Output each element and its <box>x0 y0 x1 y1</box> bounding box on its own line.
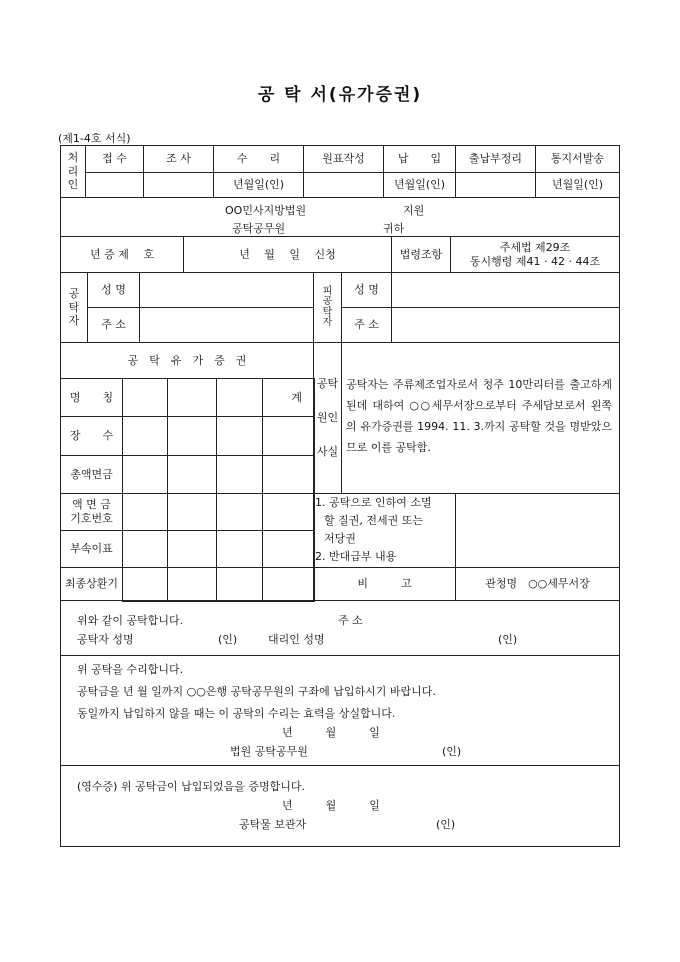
remarks-label: 비 고 <box>313 567 456 601</box>
securities-title: 공 탁 유 가 증 권 <box>60 342 314 379</box>
extinction-list <box>315 494 432 566</box>
extinction-line: 1. 공탁으로 인하여 소멸 <box>315 496 432 509</box>
request-date[interactable]: 년 월 일 신청 <box>183 236 392 273</box>
acceptance-line: 공탁금을 년 월 일까지 ○○은행 공탁공무원의 구좌에 납입하시기 바랍니다. <box>77 685 436 698</box>
cell-accept-date[interactable]: 년월일(인) <box>213 172 304 198</box>
signature-statement: 위와 같이 공탁합니다. <box>77 614 184 627</box>
court-honorific: 귀하 <box>383 222 405 235</box>
row-label-coupon: 부속이표 <box>60 530 123 568</box>
law-line: 동시행령 제41 · 42 · 44조 <box>469 254 601 268</box>
extinction-line: 2. 반대급부 내용 <box>315 550 397 563</box>
court-officer: 공탁공무원 <box>232 222 286 235</box>
label-char: 공 <box>322 296 333 307</box>
securities-cell[interactable] <box>122 455 168 494</box>
extinction-field[interactable] <box>455 493 620 568</box>
header-accept: 수 리 <box>213 145 304 173</box>
securities-cell[interactable] <box>262 530 315 568</box>
securities-cell[interactable] <box>216 416 263 456</box>
row-label-total-face: 총액면금 <box>60 455 123 494</box>
authority-name: 관청명 ○○세무서장 <box>455 567 620 601</box>
label-word: 사실 <box>316 445 339 459</box>
cell-ledger[interactable] <box>303 172 384 198</box>
securities-cell[interactable] <box>167 530 217 568</box>
cell-payment-date[interactable]: 년월일(인) <box>383 172 456 198</box>
depositor-name-field[interactable] <box>139 272 314 308</box>
acceptance-seal: (인) <box>442 745 462 758</box>
row-label-count: 장 수 <box>60 416 123 456</box>
securities-cell[interactable] <box>122 416 168 456</box>
securities-cell[interactable] <box>216 530 263 568</box>
securities-cell[interactable] <box>122 378 168 417</box>
depositor-label <box>60 272 88 343</box>
cell-cash-book[interactable] <box>455 172 536 198</box>
depositor-seal: (인) <box>218 633 238 646</box>
header-cash-book: 출납부정리 <box>455 145 536 173</box>
acceptance-line: 동일까지 납입하지 않을 때는 이 공탁의 수리는 효력을 상실합니다. <box>77 707 396 720</box>
acceptance-line: 위 공탁을 수리합니다. <box>77 663 184 676</box>
label-word: 원인 <box>316 411 339 425</box>
court-branch: 지원 <box>403 204 425 217</box>
label-char: 탁 <box>68 300 80 314</box>
receipt-statement: (영수증) 위 공탁금이 납입되었음을 증명합니다. <box>77 780 305 793</box>
depositee-name-label: 성 명 <box>341 272 392 308</box>
form-number: (제1-4호 서식) <box>58 132 131 145</box>
row-label-maturity: 최종상환기 <box>60 567 123 601</box>
securities-total-label: 계 <box>262 378 315 417</box>
securities-cell[interactable] <box>122 530 168 568</box>
securities-cell[interactable] <box>216 455 263 494</box>
label-char: 처 <box>67 150 79 164</box>
label-char: 인 <box>67 178 79 192</box>
cell-notice-date[interactable]: 년월일(인) <box>535 172 620 198</box>
depositee-label <box>313 272 342 343</box>
header-notice: 통지서발송 <box>535 145 620 173</box>
receipt-seal: (인) <box>436 818 456 831</box>
case-number[interactable]: 년 증 제 호 <box>60 236 184 273</box>
depositee-address-field[interactable] <box>391 307 620 343</box>
court-block <box>60 197 620 237</box>
securities-cell[interactable] <box>216 567 263 602</box>
securities-cell[interactable] <box>216 493 263 531</box>
header-receipt: 접 수 <box>85 145 144 173</box>
depositor-name-label: 성 명 <box>87 272 140 308</box>
securities-cell[interactable] <box>167 378 217 417</box>
extinction-line: 저당권 <box>324 532 356 545</box>
depositor-signature: 공탁자 성명 <box>77 633 134 646</box>
securities-cell[interactable] <box>262 455 315 494</box>
signature-block <box>60 600 620 656</box>
depositee-name-field[interactable] <box>391 272 620 308</box>
securities-cell[interactable] <box>262 567 315 602</box>
securities-cell[interactable] <box>262 493 315 531</box>
cell-receipt[interactable] <box>85 172 144 198</box>
agent-seal: (인) <box>498 633 518 646</box>
securities-cell[interactable] <box>167 493 217 531</box>
cause-label <box>313 342 342 494</box>
signature-address: 주 소 <box>338 614 363 627</box>
receipt-keeper: 공탁물 보관자 <box>239 818 307 831</box>
row-label-face-serial: 액 면 금 기호번호 <box>60 493 123 531</box>
label-char: 공 <box>68 286 80 300</box>
depositee-address-label: 주 소 <box>341 307 392 343</box>
label-char: 리 <box>67 164 79 178</box>
form-title: 공 탁 서(유가증권) <box>257 85 423 105</box>
law-line: 주세법 제29조 <box>499 240 571 254</box>
securities-cell[interactable] <box>167 567 217 602</box>
depositor-address-field[interactable] <box>139 307 314 343</box>
agent-signature: 대리인 성명 <box>268 633 325 646</box>
securities-cell[interactable] <box>122 567 168 602</box>
court-name: OO민사지방법원 <box>225 204 307 217</box>
law-label: 법령조항 <box>391 236 451 273</box>
depositor-address-label: 주 소 <box>87 307 140 343</box>
securities-cell[interactable] <box>167 455 217 494</box>
securities-cell[interactable] <box>262 416 315 456</box>
securities-cell[interactable] <box>167 416 217 456</box>
header-ledger: 원표작성 <box>303 145 384 173</box>
extinction-line: 할 질권, 전세권 또는 <box>324 514 423 527</box>
label-char: 피 <box>322 285 333 297</box>
securities-cell[interactable] <box>216 378 263 417</box>
law-articles <box>450 236 620 273</box>
cause-text: 공탁자는 주류제조업자로서 청주 10만리터를 출고하게 된데 대하여 ○○세무서장으로부터 주세담보로서 왼쪽의 유가증권를 1994. 11. 3.까지 공탁할 것을 명받았으므로 이를 공탁함. <box>346 378 612 454</box>
row-label-name: 명 칭 <box>60 378 123 417</box>
cell-review[interactable] <box>143 172 214 198</box>
label-char: 탁 <box>322 306 333 318</box>
label-char: 자 <box>68 314 80 328</box>
receipt-date: 년 월 일 <box>282 799 380 812</box>
acceptance-date: 년 월 일 <box>282 726 380 739</box>
header-payment: 납 입 <box>383 145 456 173</box>
header-review: 조 사 <box>143 145 214 173</box>
securities-cell[interactable] <box>122 493 168 531</box>
label-char: 자 <box>322 317 333 328</box>
acceptance-officer: 법원 공탁공무원 <box>230 745 308 758</box>
processor-label <box>60 145 86 198</box>
label-word: 공탁 <box>316 377 339 391</box>
